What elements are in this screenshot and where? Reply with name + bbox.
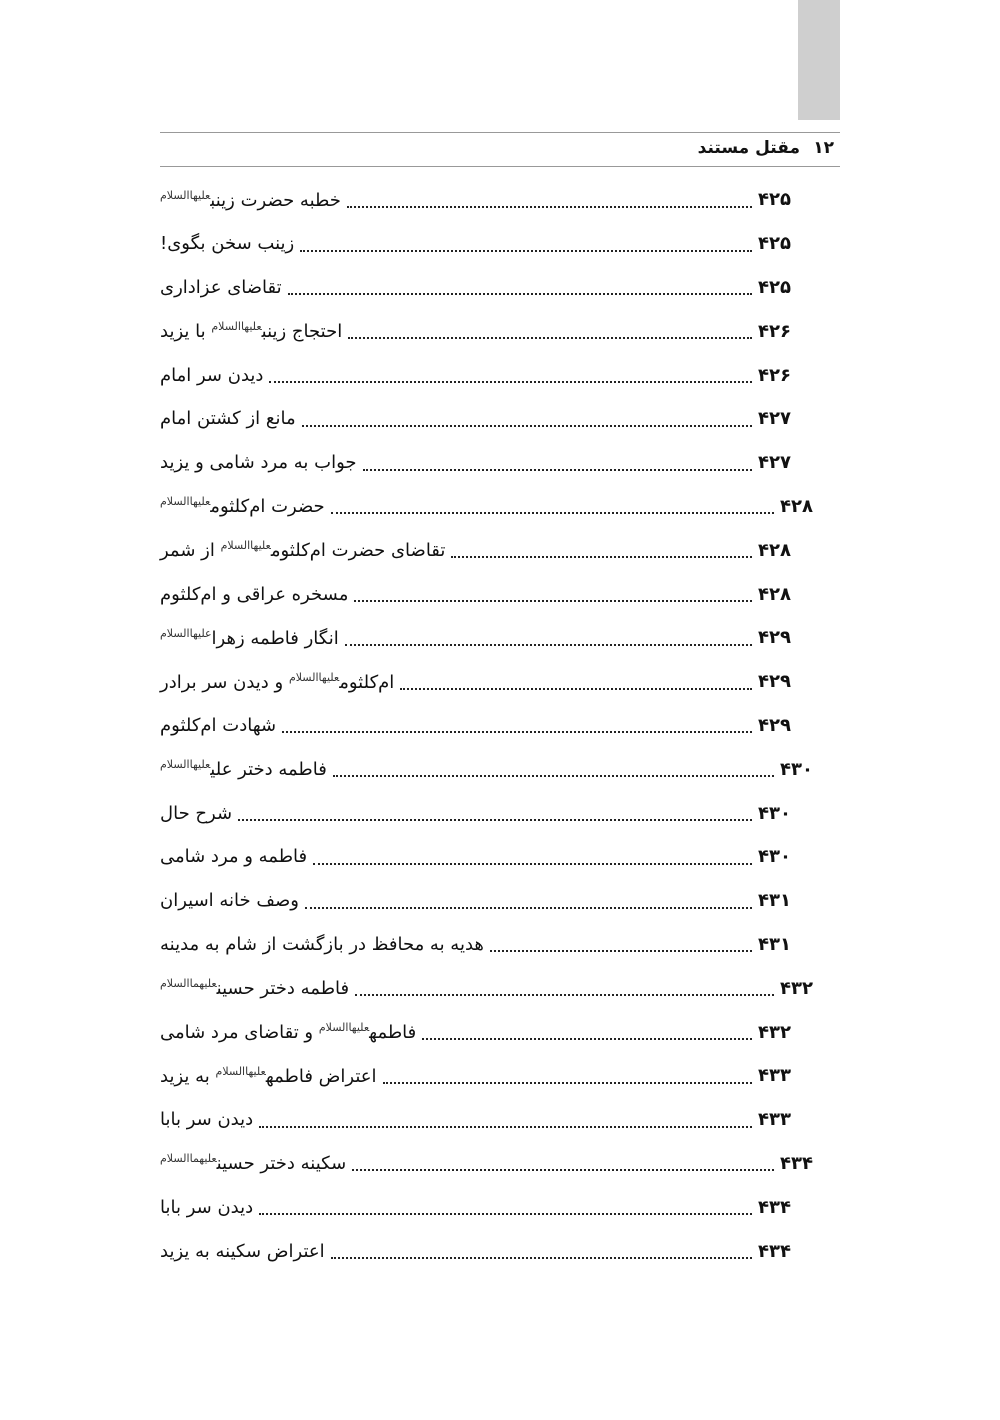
toc-leader-dots bbox=[313, 862, 752, 865]
toc-entry-title-text: فاطمه bbox=[369, 1022, 417, 1044]
toc-entry-page: ۴۲۸ bbox=[780, 495, 813, 517]
toc-entry-page: ۴۳۱ bbox=[758, 933, 791, 955]
toc-entry-page: ۴۳۰ bbox=[780, 758, 813, 780]
toc-entry-title-text: وصف خانه اسیران bbox=[160, 890, 299, 912]
toc-leader-dots bbox=[352, 1168, 774, 1171]
toc-entry-page: ۴۳۴ bbox=[780, 1152, 813, 1174]
toc-leader-dots bbox=[300, 249, 752, 252]
toc-entry-page: ۴۲۸ bbox=[758, 583, 791, 605]
toc-entry-title-text: زینب سخن بگوی! bbox=[160, 233, 295, 255]
toc-entry-title-text: هدیه به محافظ در بازگشت از شام به مدینه bbox=[160, 933, 484, 955]
toc-entry-page: ۴۲۶ bbox=[758, 364, 791, 386]
toc-leader-dots bbox=[259, 1125, 752, 1128]
toc-entry-page: ۴۲۹ bbox=[758, 671, 791, 693]
toc-entry-title-suffix: و دیدن سر برادر bbox=[160, 671, 289, 693]
toc-entry-title-text: دیدن سر امام bbox=[160, 364, 264, 386]
toc-leader-dots bbox=[282, 730, 752, 733]
toc-entry-page: ۴۳۲ bbox=[780, 977, 813, 999]
honorific-glyph: علیهاالسلام bbox=[160, 758, 211, 772]
toc-leader-dots bbox=[355, 993, 774, 996]
side-tab bbox=[798, 0, 840, 120]
header-divider-bottom bbox=[160, 166, 840, 167]
toc-entry-title bbox=[160, 1197, 253, 1218]
toc-entry bbox=[160, 353, 820, 397]
toc-entry-title bbox=[160, 365, 263, 386]
toc-leader-dots bbox=[348, 336, 752, 339]
toc-entry bbox=[160, 966, 820, 1010]
honorific-glyph: علیهاالسلام bbox=[288, 670, 340, 684]
honorific-glyph: علیهاالسلام bbox=[211, 320, 262, 334]
toc-entry-page: ۴۳۱ bbox=[758, 890, 791, 912]
toc-entry-page: ۴۲۹ bbox=[758, 627, 791, 649]
honorific-glyph: علیهماالسلام bbox=[160, 1152, 217, 1166]
toc-entry-title bbox=[160, 539, 445, 561]
toc-entry-title-text: دیدن سر بابا bbox=[160, 1196, 254, 1218]
toc-entry-title-text: فاطمه دختر علی bbox=[210, 759, 327, 781]
toc-entry-page: ۴۳۰ bbox=[758, 846, 791, 868]
toc-entry bbox=[160, 923, 820, 967]
toc-entry-title-suffix: با یزید bbox=[160, 321, 212, 343]
toc-entry bbox=[160, 660, 820, 704]
honorific-glyph: علیهاالسلام bbox=[318, 1021, 370, 1035]
toc-entry-title bbox=[160, 584, 348, 605]
honorific-glyph: علیهاالسلام bbox=[160, 495, 211, 509]
toc-entry-title-text: خطبه حضرت زینب bbox=[210, 189, 341, 211]
toc-entry-title-text: اعتراض فاطمه bbox=[265, 1065, 377, 1087]
toc-entry-title bbox=[160, 452, 357, 473]
running-title: مقتل مستند bbox=[697, 138, 800, 158]
toc-entry bbox=[160, 397, 820, 441]
toc-entry-title-suffix: از شمر bbox=[160, 540, 221, 562]
toc-entry bbox=[160, 266, 820, 310]
toc-entry bbox=[160, 178, 820, 222]
toc-entry-page: ۴۲۹ bbox=[758, 714, 791, 736]
toc-entry-title bbox=[160, 846, 307, 867]
honorific-glyph: علیهاالسلام bbox=[215, 1064, 266, 1078]
toc-entry bbox=[160, 791, 820, 835]
toc-leader-dots bbox=[331, 1256, 752, 1259]
toc-entry-title bbox=[160, 977, 349, 999]
toc-leader-dots bbox=[451, 555, 752, 558]
toc-entry-page: ۴۲۵ bbox=[758, 189, 791, 211]
toc-entry-page: ۴۳۳ bbox=[758, 1109, 791, 1131]
toc-entry-page: ۴۲۶ bbox=[758, 320, 791, 342]
toc-leader-dots bbox=[347, 205, 752, 208]
toc-entry-title bbox=[160, 803, 232, 824]
toc-entry bbox=[160, 1229, 820, 1273]
toc-entry-title bbox=[160, 715, 276, 736]
toc-entry-title-text: مانع از کشتن امام bbox=[160, 408, 296, 430]
toc-entry-title bbox=[160, 627, 339, 649]
toc-entry-page: ۴۳۰ bbox=[758, 802, 791, 824]
toc-entry-title bbox=[160, 1065, 377, 1087]
toc-entry bbox=[160, 528, 820, 572]
toc-entry bbox=[160, 1010, 820, 1054]
toc-entry-title bbox=[160, 1152, 346, 1174]
toc-leader-dots bbox=[238, 818, 752, 821]
toc-entry-title bbox=[160, 233, 294, 254]
honorific-glyph: علیهاالسلام bbox=[220, 539, 271, 553]
toc-entry bbox=[160, 835, 820, 879]
toc-entry-title bbox=[160, 408, 296, 429]
toc-entry-page: ۴۲۸ bbox=[758, 539, 791, 561]
table-of-contents bbox=[160, 178, 820, 1273]
toc-entry bbox=[160, 1098, 820, 1142]
toc-entry-title-text: دیدن سر بابا bbox=[160, 1109, 254, 1131]
page-header bbox=[160, 128, 840, 168]
toc-entry-title-text: انگار فاطمه زهرا bbox=[211, 627, 339, 649]
toc-entry-title bbox=[160, 890, 299, 911]
toc-entry-title-text: تقاضای عزاداری bbox=[160, 276, 282, 298]
toc-entry bbox=[160, 879, 820, 923]
toc-entry bbox=[160, 1142, 820, 1186]
toc-entry-title-text: تقاضای حضرت ام‌کلثوم bbox=[270, 540, 446, 562]
toc-entry-title bbox=[160, 320, 342, 342]
page-number: ۱۲ bbox=[813, 138, 834, 158]
toc-entry bbox=[160, 1185, 820, 1229]
toc-entry-title-suffix: به یزید bbox=[160, 1065, 216, 1087]
toc-entry bbox=[160, 309, 820, 353]
toc-leader-dots bbox=[422, 1037, 752, 1040]
toc-entry-title bbox=[160, 1241, 325, 1262]
toc-entry-title-text: احتجاج زینب bbox=[261, 321, 343, 343]
toc-entry-title-text: فاطمه و مرد شامی bbox=[160, 846, 308, 868]
toc-leader-dots bbox=[363, 468, 752, 471]
toc-entry-title bbox=[160, 1109, 253, 1130]
toc-entry-page: ۴۳۳ bbox=[758, 1065, 791, 1087]
toc-leader-dots bbox=[333, 774, 774, 777]
toc-entry bbox=[160, 222, 820, 266]
toc-entry-title-text: حضرت ام‌کلثوم bbox=[210, 496, 325, 518]
toc-entry-page: ۴۳۴ bbox=[758, 1196, 791, 1218]
toc-entry-title bbox=[160, 1021, 416, 1043]
toc-leader-dots bbox=[331, 511, 774, 514]
toc-entry bbox=[160, 572, 820, 616]
toc-leader-dots bbox=[400, 687, 752, 690]
toc-entry-title-text: جواب به مرد شامی و یزید bbox=[160, 452, 357, 474]
toc-entry-page: ۴۳۲ bbox=[758, 1021, 791, 1043]
honorific-glyph: علیهاالسلام bbox=[160, 626, 212, 640]
toc-entry-title-text: مسخره عراقی و ام‌کلثوم bbox=[160, 583, 349, 605]
toc-entry-title-suffix: و تقاضای مرد شامی bbox=[160, 1022, 319, 1044]
toc-entry bbox=[160, 616, 820, 660]
toc-entry-title bbox=[160, 189, 341, 211]
toc-entry-title bbox=[160, 277, 282, 298]
toc-entry-title-text: شهادت ام‌کلثوم bbox=[160, 714, 277, 736]
toc-entry-page: ۴۲۷ bbox=[758, 452, 791, 474]
toc-entry-title-text: شرح حال bbox=[160, 802, 233, 824]
toc-leader-dots bbox=[354, 599, 752, 602]
toc-leader-dots bbox=[302, 424, 752, 427]
toc-entry bbox=[160, 1054, 820, 1098]
header-divider-top bbox=[160, 132, 840, 133]
toc-entry-title-text: اعتراض سکینه به یزید bbox=[160, 1240, 325, 1262]
honorific-glyph: علیهماالسلام bbox=[160, 977, 217, 991]
toc-leader-dots bbox=[345, 643, 752, 646]
toc-entry-title-text: ام‌کلثوم bbox=[339, 671, 395, 693]
honorific-glyph: علیهاالسلام bbox=[160, 188, 211, 202]
toc-leader-dots bbox=[383, 1081, 752, 1084]
toc-entry-title bbox=[160, 758, 327, 780]
toc-entry-page: ۴۲۵ bbox=[758, 233, 791, 255]
toc-leader-dots bbox=[490, 949, 752, 952]
toc-leader-dots bbox=[259, 1212, 752, 1215]
toc-entry-title bbox=[160, 671, 394, 693]
toc-entry-page: ۴۳۴ bbox=[758, 1240, 791, 1262]
toc-entry bbox=[160, 485, 820, 529]
toc-leader-dots bbox=[305, 906, 752, 909]
toc-entry-page: ۴۲۵ bbox=[758, 276, 791, 298]
toc-entry-title bbox=[160, 495, 325, 517]
toc-entry-title bbox=[160, 934, 484, 955]
toc-leader-dots bbox=[288, 292, 752, 295]
toc-entry-title-text: سکینه دختر حسین bbox=[216, 1153, 347, 1175]
toc-entry-title-text: فاطمه دختر حسین bbox=[216, 978, 350, 1000]
toc-entry bbox=[160, 747, 820, 791]
toc-entry bbox=[160, 704, 820, 748]
toc-entry-page: ۴۲۷ bbox=[758, 408, 791, 430]
toc-entry bbox=[160, 441, 820, 485]
toc-leader-dots bbox=[269, 380, 752, 383]
